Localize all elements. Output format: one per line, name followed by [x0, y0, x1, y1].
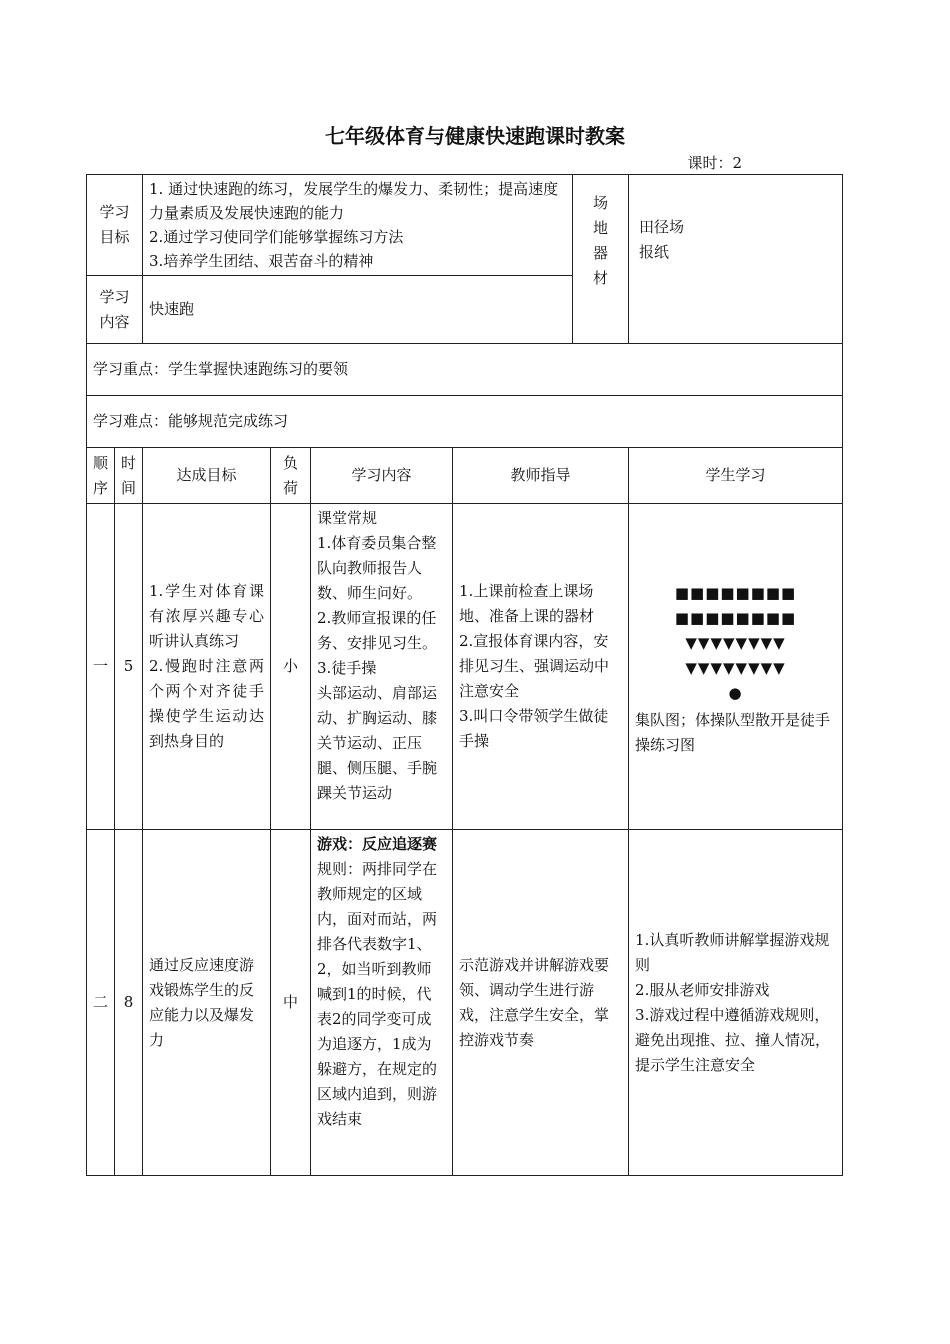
page-title: 七年级体育与健康快速跑课时教案 — [325, 124, 625, 148]
row-time: 5 — [115, 504, 143, 830]
row-load: 中 — [271, 830, 311, 1176]
content-value: 快速跑 — [143, 276, 573, 344]
formation-teacher-dot: ● — [728, 684, 743, 702]
row-student — [629, 504, 843, 830]
row-teacher: 示范游戏并讲解游戏要领、调动学生进行游戏，注意学生安全，掌控游戏节奏 — [453, 830, 629, 1176]
table-row — [87, 504, 843, 830]
goal-line: 2.通过学习使同学们能够掌握练习方法 — [149, 228, 404, 246]
keypoint-text: 学习重点：学生掌握快速跑练习的要领 — [87, 344, 843, 396]
row-order: 二 — [87, 830, 115, 1176]
row-target: 1.学生对体育课有浓厚兴趣专心听讲认真练习 2.慢跑时注意两个两个对齐徒手操使学生运动达到热身目的 — [143, 504, 271, 830]
difficulty-text: 学习难点：能够规范完成练习 — [87, 396, 843, 448]
header-teacher: 教师指导 — [453, 448, 629, 504]
header-content: 学习内容 — [311, 448, 453, 504]
row-teacher: 1.上课前检查上课场地、准备上课的器材 2.宣报体育课内容，安排见习生、强调运动中注意安全 3.叫口令带领学生做徒手操 — [453, 504, 629, 830]
lesson-plan-table — [86, 174, 843, 1176]
row-time: 8 — [115, 830, 143, 1176]
header-load: 负 荷 — [271, 448, 311, 504]
row-order: 一 — [87, 504, 115, 830]
lesson-period: 课时：2 — [687, 154, 742, 172]
formation-square-row: ■■■■■■■■ — [674, 584, 797, 602]
row-content — [311, 830, 453, 1176]
goal-line: 1. 通过快速跑的练习，发展学生的爆发力、柔韧性；提高速度力量素质及发展快速跑的能力 — [149, 180, 559, 222]
formation-square-row: ■■■■■■■■ — [674, 609, 797, 627]
header-time: 时 间 — [115, 448, 143, 504]
row-content-body: 1.体育委员集合整队向教师报告人数、师生问好。 2.教师宣报课的任务、安排见习生。 3.徒手操 头部运动、肩部运动、扩胸运动、膝关节运动、正压腿、侧压腿、手腕踝关节运动 — [317, 534, 438, 802]
row-load: 小 — [271, 504, 311, 830]
goals-label: 学习 目标 — [87, 175, 143, 276]
row-content-title: 游戏：反应追逐赛 — [317, 835, 438, 853]
header-target: 达成目标 — [143, 448, 271, 504]
difficulty-row — [87, 396, 843, 448]
table-row — [87, 830, 843, 1176]
formation-diagram — [635, 581, 836, 706]
venue-line: 报纸 — [639, 243, 670, 261]
row-content-title: 课堂常规 — [317, 509, 378, 527]
formation-caption: 集队图；体操队型散开是徒手操练习图 — [635, 711, 831, 754]
venue-cell — [629, 175, 843, 344]
row-target: 通过反应速度游戏锻炼学生的反应能力以及爆发力 — [143, 830, 271, 1176]
venue-line: 田径场 — [639, 218, 685, 236]
row-content — [311, 504, 453, 830]
header-student: 学生学习 — [629, 448, 843, 504]
goal-line: 3.培养学生团结、艰苦奋斗的精神 — [149, 252, 374, 270]
header-row — [87, 448, 843, 504]
goals-cell — [143, 175, 573, 276]
formation-triangle-row: ▼▼▼▼▼▼▼▼ — [685, 634, 786, 652]
row-student: 1.认真听教师讲解掌握游戏规则 2.服从老师安排游戏 3.游戏过程中遵循游戏规则，避免出现推、拉、撞人情况，提示学生注意安全 — [629, 830, 843, 1176]
header-order: 顺 序 — [87, 448, 115, 504]
formation-triangle-row: ▼▼▼▼▼▼▼▼ — [685, 659, 786, 677]
goals-row — [87, 175, 843, 276]
venue-label: 场 地 器 材 — [573, 175, 629, 344]
content-label: 学习 内容 — [87, 276, 143, 344]
row-content-body: 规则：两排同学在教师规定的区域内，面对而站，两排各代表数字1、2，如当听到教师喊到1的时候，代表2的同学变可成为追逐方，1成为躲避方，在规定的区域内追到，则游戏结束 — [317, 860, 438, 1128]
keypoint-row — [87, 344, 843, 396]
